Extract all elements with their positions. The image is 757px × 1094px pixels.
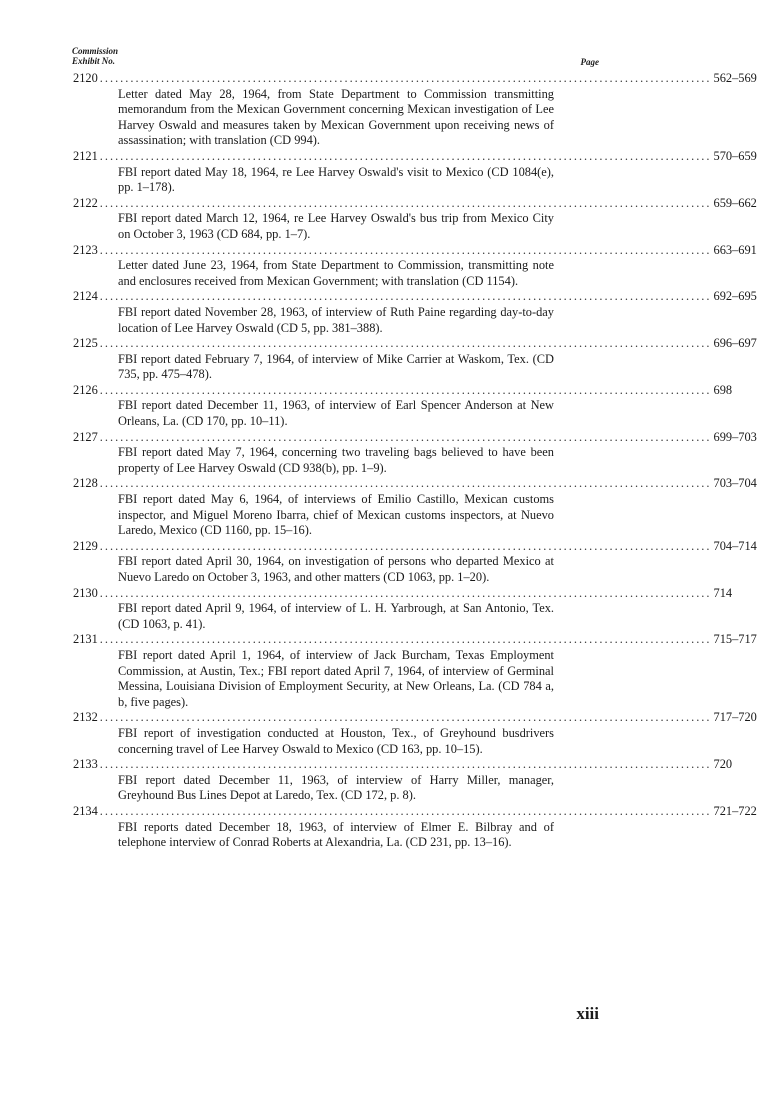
exhibit-description: FBI report dated March 12, 1964, re Lee Harvey Oswald's bus trip from Mexico City on October 3, 1963 (CD 684, pp. 1–7). xyxy=(118,211,554,241)
column-header-exhibit xyxy=(72,46,118,66)
dot-leader: ........................................................................................................................ xyxy=(99,242,712,257)
dot-leader: ........................................................................................................................ xyxy=(99,476,712,491)
exhibit-description: Letter dated June 23, 1964, from State Department to Commission, transmitting note and enclosures received from Mexican Government; with translation (CD 1154). xyxy=(118,258,554,288)
exhibit-number: 2122 xyxy=(73,195,98,210)
exhibit-number-line xyxy=(73,476,757,492)
dot-leader: ........................................................................................................................ xyxy=(99,429,712,444)
exhibit-page-range: 715–717 xyxy=(713,632,757,647)
exhibit-description: FBI report dated May 7, 1964, concerning two traveling bags believed to have been property of Lee Harvey Oswald (CD 938(b), pp. 1–9). xyxy=(118,445,554,475)
exhibit-page-range: 714 xyxy=(713,585,733,600)
exhibit-page-range: 717–720 xyxy=(713,710,757,725)
exhibit-entry xyxy=(73,803,757,851)
exhibit-description: FBI report dated April 9, 1964, of interview of L. H. Yarbrough, at San Antonio, Tex. (CD 1063, p. 41). xyxy=(118,601,554,631)
exhibit-number: 2127 xyxy=(73,429,98,444)
exhibit-number-line xyxy=(73,336,757,352)
exhibit-number-line xyxy=(73,429,757,446)
exhibit-entry xyxy=(73,336,757,383)
exhibit-number: 2130 xyxy=(73,585,98,600)
exhibit-number-line xyxy=(73,382,733,399)
exhibit-page-range: 720 xyxy=(713,757,733,772)
exhibit-page-range: 704–714 xyxy=(713,538,757,553)
exhibit-description: FBI report dated May 6, 1964, of interviews of Emilio Castillo, Mexican customs inspector, and Miguel Moreno Ibarra, chief of Mexican customs inspectors, at Nuevo Laredo, Mexico (CD 1160, pp. 15–16). xyxy=(118,492,554,538)
exhibit-number: 2124 xyxy=(73,289,98,304)
header-exhibit-label: Exhibit No. xyxy=(72,56,116,66)
exhibit-number-line xyxy=(73,148,757,165)
dot-leader: ........................................................................................................................ xyxy=(99,538,712,553)
exhibit-entry xyxy=(73,71,757,149)
exhibit-number-line xyxy=(73,632,757,648)
exhibit-entry xyxy=(73,148,757,196)
header-commission-label: Commission xyxy=(72,46,119,56)
exhibit-number-line xyxy=(73,242,757,259)
exhibit-entry xyxy=(73,632,757,710)
dot-leader: ........................................................................................................................ xyxy=(99,382,712,397)
column-header-page: Page xyxy=(580,57,599,67)
exhibit-entry xyxy=(73,429,757,477)
exhibit-description: FBI report of investigation conducted at Houston, Tex., of Greyhound busdrivers concerning travel of Lee Harvey Oswald to Mexico (CD 163, pp. 10–15). xyxy=(118,725,554,756)
exhibit-list xyxy=(73,71,757,851)
exhibit-page-range: 696–697 xyxy=(713,336,757,351)
exhibit-entry xyxy=(73,538,757,586)
exhibit-entry xyxy=(73,757,733,804)
exhibit-number-line xyxy=(73,710,757,726)
exhibit-number-line xyxy=(73,757,733,773)
exhibit-page-range: 562–569 xyxy=(713,71,757,85)
dot-leader: ........................................................................................................................ xyxy=(99,803,712,818)
exhibit-entry xyxy=(73,242,757,290)
exhibit-number: 2133 xyxy=(73,757,98,772)
exhibit-number: 2128 xyxy=(73,476,98,491)
exhibit-number: 2131 xyxy=(73,632,98,647)
exhibit-number-line xyxy=(73,289,757,305)
dot-leader: ........................................................................................................................ xyxy=(99,710,712,725)
exhibit-page-range: 570–659 xyxy=(713,148,757,163)
exhibit-number: 2126 xyxy=(73,382,98,397)
exhibit-number: 2132 xyxy=(73,710,98,725)
page-number: xiii xyxy=(576,1004,599,1023)
dot-leader: ........................................................................................................................ xyxy=(99,585,712,600)
exhibit-number-line xyxy=(73,538,757,555)
exhibit-description: FBI report dated February 7, 1964, of interview of Mike Carrier at Waskom, Tex. (CD 735, pp. 475–478). xyxy=(118,351,554,382)
exhibit-number-line xyxy=(73,803,757,820)
exhibit-number-line xyxy=(73,195,757,212)
exhibit-number: 2121 xyxy=(73,148,98,163)
exhibit-description: FBI reports dated December 18, 1963, of interview of Elmer E. Bilbray and of telephone interview of Conrad Roberts at Alexandria, La. (CD 231, pp. 13–16). xyxy=(118,819,554,850)
exhibit-entry xyxy=(73,585,733,633)
exhibit-number: 2123 xyxy=(73,242,98,257)
exhibit-page-range: 721–722 xyxy=(713,803,757,818)
dot-leader: ........................................................................................................................ xyxy=(99,632,712,647)
exhibit-page-range: 698 xyxy=(713,382,733,397)
exhibit-description: Letter dated May 28, 1964, from State Department to Commission transmitting memorandum from the Mexican Government concerning Mexican investigation of Lee Harvey Oswald and measures taken by Mexican Government upon receiving news of assassination; with translation (CD 994). xyxy=(118,86,554,148)
exhibit-description: FBI report dated December 11, 1963, of interview of Earl Spencer Anderson at New Orleans, La. (CD 170, pp. 10–11). xyxy=(118,398,554,429)
exhibit-number-line xyxy=(73,585,733,602)
dot-leader: ........................................................................................................................ xyxy=(99,195,712,210)
exhibit-description: FBI report dated April 30, 1964, on investigation of persons who departed Mexico at Nuevo Laredo on October 3, 1963, and other matters (CD 1063, pp. 1–20). xyxy=(118,554,554,584)
dot-leader: ........................................................................................................................ xyxy=(99,289,712,304)
exhibit-entry xyxy=(73,382,733,430)
exhibit-description: FBI report dated April 1, 1964, of interview of Jack Burcham, Texas Employment Commission, at Austin, Tex.; FBI report dated April 7, 1964, of interview of Germinal Messina, Louisiana Division of Employment Security, at New Orleans, La. (CD 784 a, b, five pages). xyxy=(118,647,554,709)
exhibit-entry xyxy=(73,289,757,336)
dot-leader: ........................................................................................................................ xyxy=(99,71,712,85)
exhibit-description: FBI report dated May 18, 1964, re Lee Harvey Oswald's visit to Mexico (CD 1084(e), pp. 1–178). xyxy=(118,164,554,195)
exhibit-description: FBI report dated November 28, 1963, of interview of Ruth Paine regarding day-to-day location of Lee Harvey Oswald (CD 5, pp. 381–388). xyxy=(118,304,554,335)
dot-leader: ........................................................................................................................ xyxy=(99,336,712,351)
dot-leader: ........................................................................................................................ xyxy=(99,148,712,163)
exhibit-page-range: 699–703 xyxy=(713,429,757,444)
exhibit-page-range: 659–662 xyxy=(713,195,757,210)
exhibit-entry xyxy=(73,710,757,757)
exhibit-entry xyxy=(73,195,757,243)
exhibit-description: FBI report dated December 11, 1963, of interview of Harry Miller, manager, Greyhound Bus Lines Depot at Laredo, Tex. (CD 172, p. 8). xyxy=(118,772,554,803)
exhibit-number: 2129 xyxy=(73,538,98,553)
exhibit-page-range: 692–695 xyxy=(713,289,757,304)
exhibit-number: 2125 xyxy=(73,336,98,351)
exhibit-number-line xyxy=(73,71,757,87)
dot-leader: ........................................................................................................................ xyxy=(99,757,712,772)
exhibit-number: 2134 xyxy=(73,803,98,818)
exhibit-number: 2120 xyxy=(73,71,98,85)
exhibit-page-range: 703–704 xyxy=(713,476,757,491)
exhibit-page-range: 663–691 xyxy=(713,242,757,257)
exhibit-entry xyxy=(73,476,757,538)
